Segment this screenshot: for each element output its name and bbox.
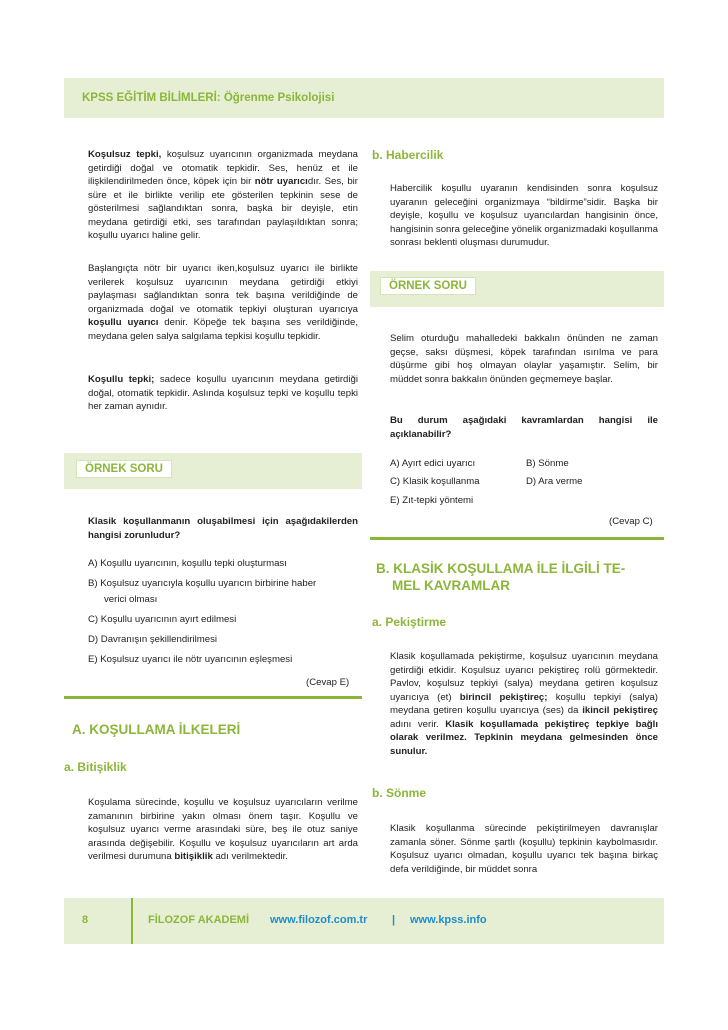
paragraph-kosullu-tepki: Koşullu tepki; sadece koşullu uyarıcının meydana getirdiği doğal, otomatik tepkidir. Aslında koşulsuz tepki ve koşullu tepki her zaman aynıdır.	[88, 374, 358, 412]
question-left: Klasik koşullanmanın oluşabilmesi için aşağıdakilerden hangisi zorunludur?	[88, 516, 358, 541]
option-e-right: E) Zıt-tepki yöntemi	[390, 495, 474, 506]
answer-left: (Cevap E)	[306, 677, 350, 688]
option-a-left: A) Koşullu uyarıcının, koşullu tepki oluşturması	[88, 558, 287, 569]
divider-bar-left	[64, 696, 362, 699]
paragraph-pekistirme: Klasik koşullamada pekiştirme, koşulsuz uyarıcının meydana getirdiği etkidir. Koşulsuz uyarıcı pekiştireç rolü görmektedir. Pavlov, koşulsuz tepkiyi (salya) meydana getiren koşulsuz uyarıcıya (et) birincil pekiştireç; koşullu tepkiyi (salya) meydana getiren koşullu uyarıcıya (ses) da ikincil pekiştireç adını verir. Klasik koşullamada pekiştireç tepkiye bağlı olarak verilmez. Tepkinin meydana gelmesinden önce sunulur.	[390, 651, 659, 757]
subsection-sonme: b. Sönme	[372, 786, 427, 800]
footer-separator	[131, 898, 133, 944]
paragraph-bitisiklik: Koşulama sürecinde, koşullu ve koşulsuz uyarıcıların verilme zamanının birbirine yakın olması önem taşır. Koşullu ve koşulsuz uyarıcı verme arasındaki süre, beş ile otuz saniye arasında değişebilir. Koşullu ve koşulsuz uyarıcıların art arda verilmesi durumuna bitişiklik adı verilmektedir.	[88, 797, 358, 862]
divider-bar-right	[370, 537, 664, 540]
ornek-soru-label-left: ÖRNEK SORU	[76, 460, 172, 478]
answer-right: (Cevap C)	[609, 516, 653, 527]
ornek-soru-label-right: ÖRNEK SORU	[380, 277, 476, 295]
option-d-left: D) Davranışın şekillendirilmesi	[88, 634, 218, 645]
page-header-title: KPSS EĞİTİM BİLİMLERİ: Öğrenme Psikolojisi	[82, 92, 335, 104]
section-title-b-line2: MEL KAVRAMLAR	[392, 578, 510, 593]
option-c-left: C) Koşullu uyarıcının ayırt edilmesi	[88, 614, 237, 625]
option-a-right: A) Ayırt edici uyarıcı	[390, 458, 476, 469]
section-title-b-line1: B. KLASİK KOŞULLAMA İLE İLGİLİ TE-	[376, 561, 626, 576]
paragraph-sonme: Klasik koşullanma sürecinde pekiştirilmeyen davranışlar zamanla söner. Sönme şartlı (koşullu) tepkinin kaybolmasıdır. Koşulsuz uyarıcı olmadan, koşullu uyarıcı tek başına birkaç defa verildiğinde, bir müddet sonra	[390, 823, 658, 875]
option-b-left-cont: verici olması	[104, 594, 158, 605]
option-e-left: E) Koşulsuz uyarıcı ile nötr uyarıcının eşleşmesi	[88, 654, 293, 665]
footer-link-filozof[interactable]: www.filozof.com.tr	[270, 914, 368, 926]
option-b-left: B) Koşulsuz uyarıcıyla koşullu uyarıcın birbirine haber	[88, 578, 317, 589]
option-b-right: B) Sönme	[526, 458, 569, 469]
option-d-right: D) Ara verme	[526, 476, 583, 487]
footer-pipe: |	[392, 914, 396, 926]
question-right-text: Selim oturduğu mahalledeki bakkalın önünden ne zaman geçse, saksı düşmesi, köpek tarafından ısırılma ve para düşürme gibi hoş olmayan olaylar yaşamıştır. Selim, bir müddet sonra bakkalın önünden geçmemeye başlar.	[390, 333, 658, 385]
subsection-habercilik: b. Habercilik	[372, 148, 444, 162]
page-number: 8	[82, 914, 89, 926]
paragraph-kosullu-uyarici: Başlangıçta nötr bir uyarıcı iken,koşulsuz uyarıcı ile birlikte verilerek koşulsuz uyarıcının meydana getirdiği etkiyi paylaşması sağlandıktan sonra tek başına verildiğinde de organizmada doğal ve otomatik tepkiyi oluşturan uyarıcıya koşullu uyarıcı denir. Köpeğe tek başına ses verildiğinde, meydana gelen salya salgılama tepkisi koşullu tepkidir.	[88, 263, 358, 342]
section-title-a: A. KOŞULLAMA İLKELERİ	[72, 722, 241, 737]
option-c-right: C) Klasik koşullanma	[390, 476, 480, 487]
paragraph-habercilik: Habercilik koşullu uyaranın kendisinden sonra koşulsuz uyaranın geleceğini organizmaya “bildirme”sidir. Başka bir deyişle, koşullu ve koşulsuz uyarıcılardan hangisinin önce, hangisinin sonra geleceğine yönelik organizmadaki koşullanma sonrası beklenti oluşması durumudur.	[390, 183, 658, 248]
term-kosulsuz-tepki: Koşulsuz tepki,	[88, 149, 162, 160]
subsection-pekistirme: a. Pekiştirme	[372, 615, 447, 629]
subsection-bitisiklik: a. Bitişiklik	[64, 760, 127, 774]
footer-brand: FİLOZOF AKADEMİ	[148, 914, 250, 926]
paragraph-kosulsuz-tepki: Koşulsuz tepki, koşulsuz uyarıcının organizmada meydana getirdiği doğal ve otomatik tepkidir. Ses, henüz et ile ilişkilendirilmeden önce, köpek için bir nötr uyarıcıdır. Ses, bir süre et ile birlikte verilip ete gösterilen tepkinin sese de gösterilmesi sağlandıktan sonra, başka bir deyişle, etin meydana getirdiği etki, ses tarafından paylaşıldıktan sonra; koşullu uyarıcı haline gelir.	[88, 149, 358, 241]
question-right-prompt: Bu durum aşağıdaki kavramlardan hangisi ile açıklanabilir?	[390, 415, 658, 440]
footer-link-kpss[interactable]: www.kpss.info	[410, 914, 487, 926]
